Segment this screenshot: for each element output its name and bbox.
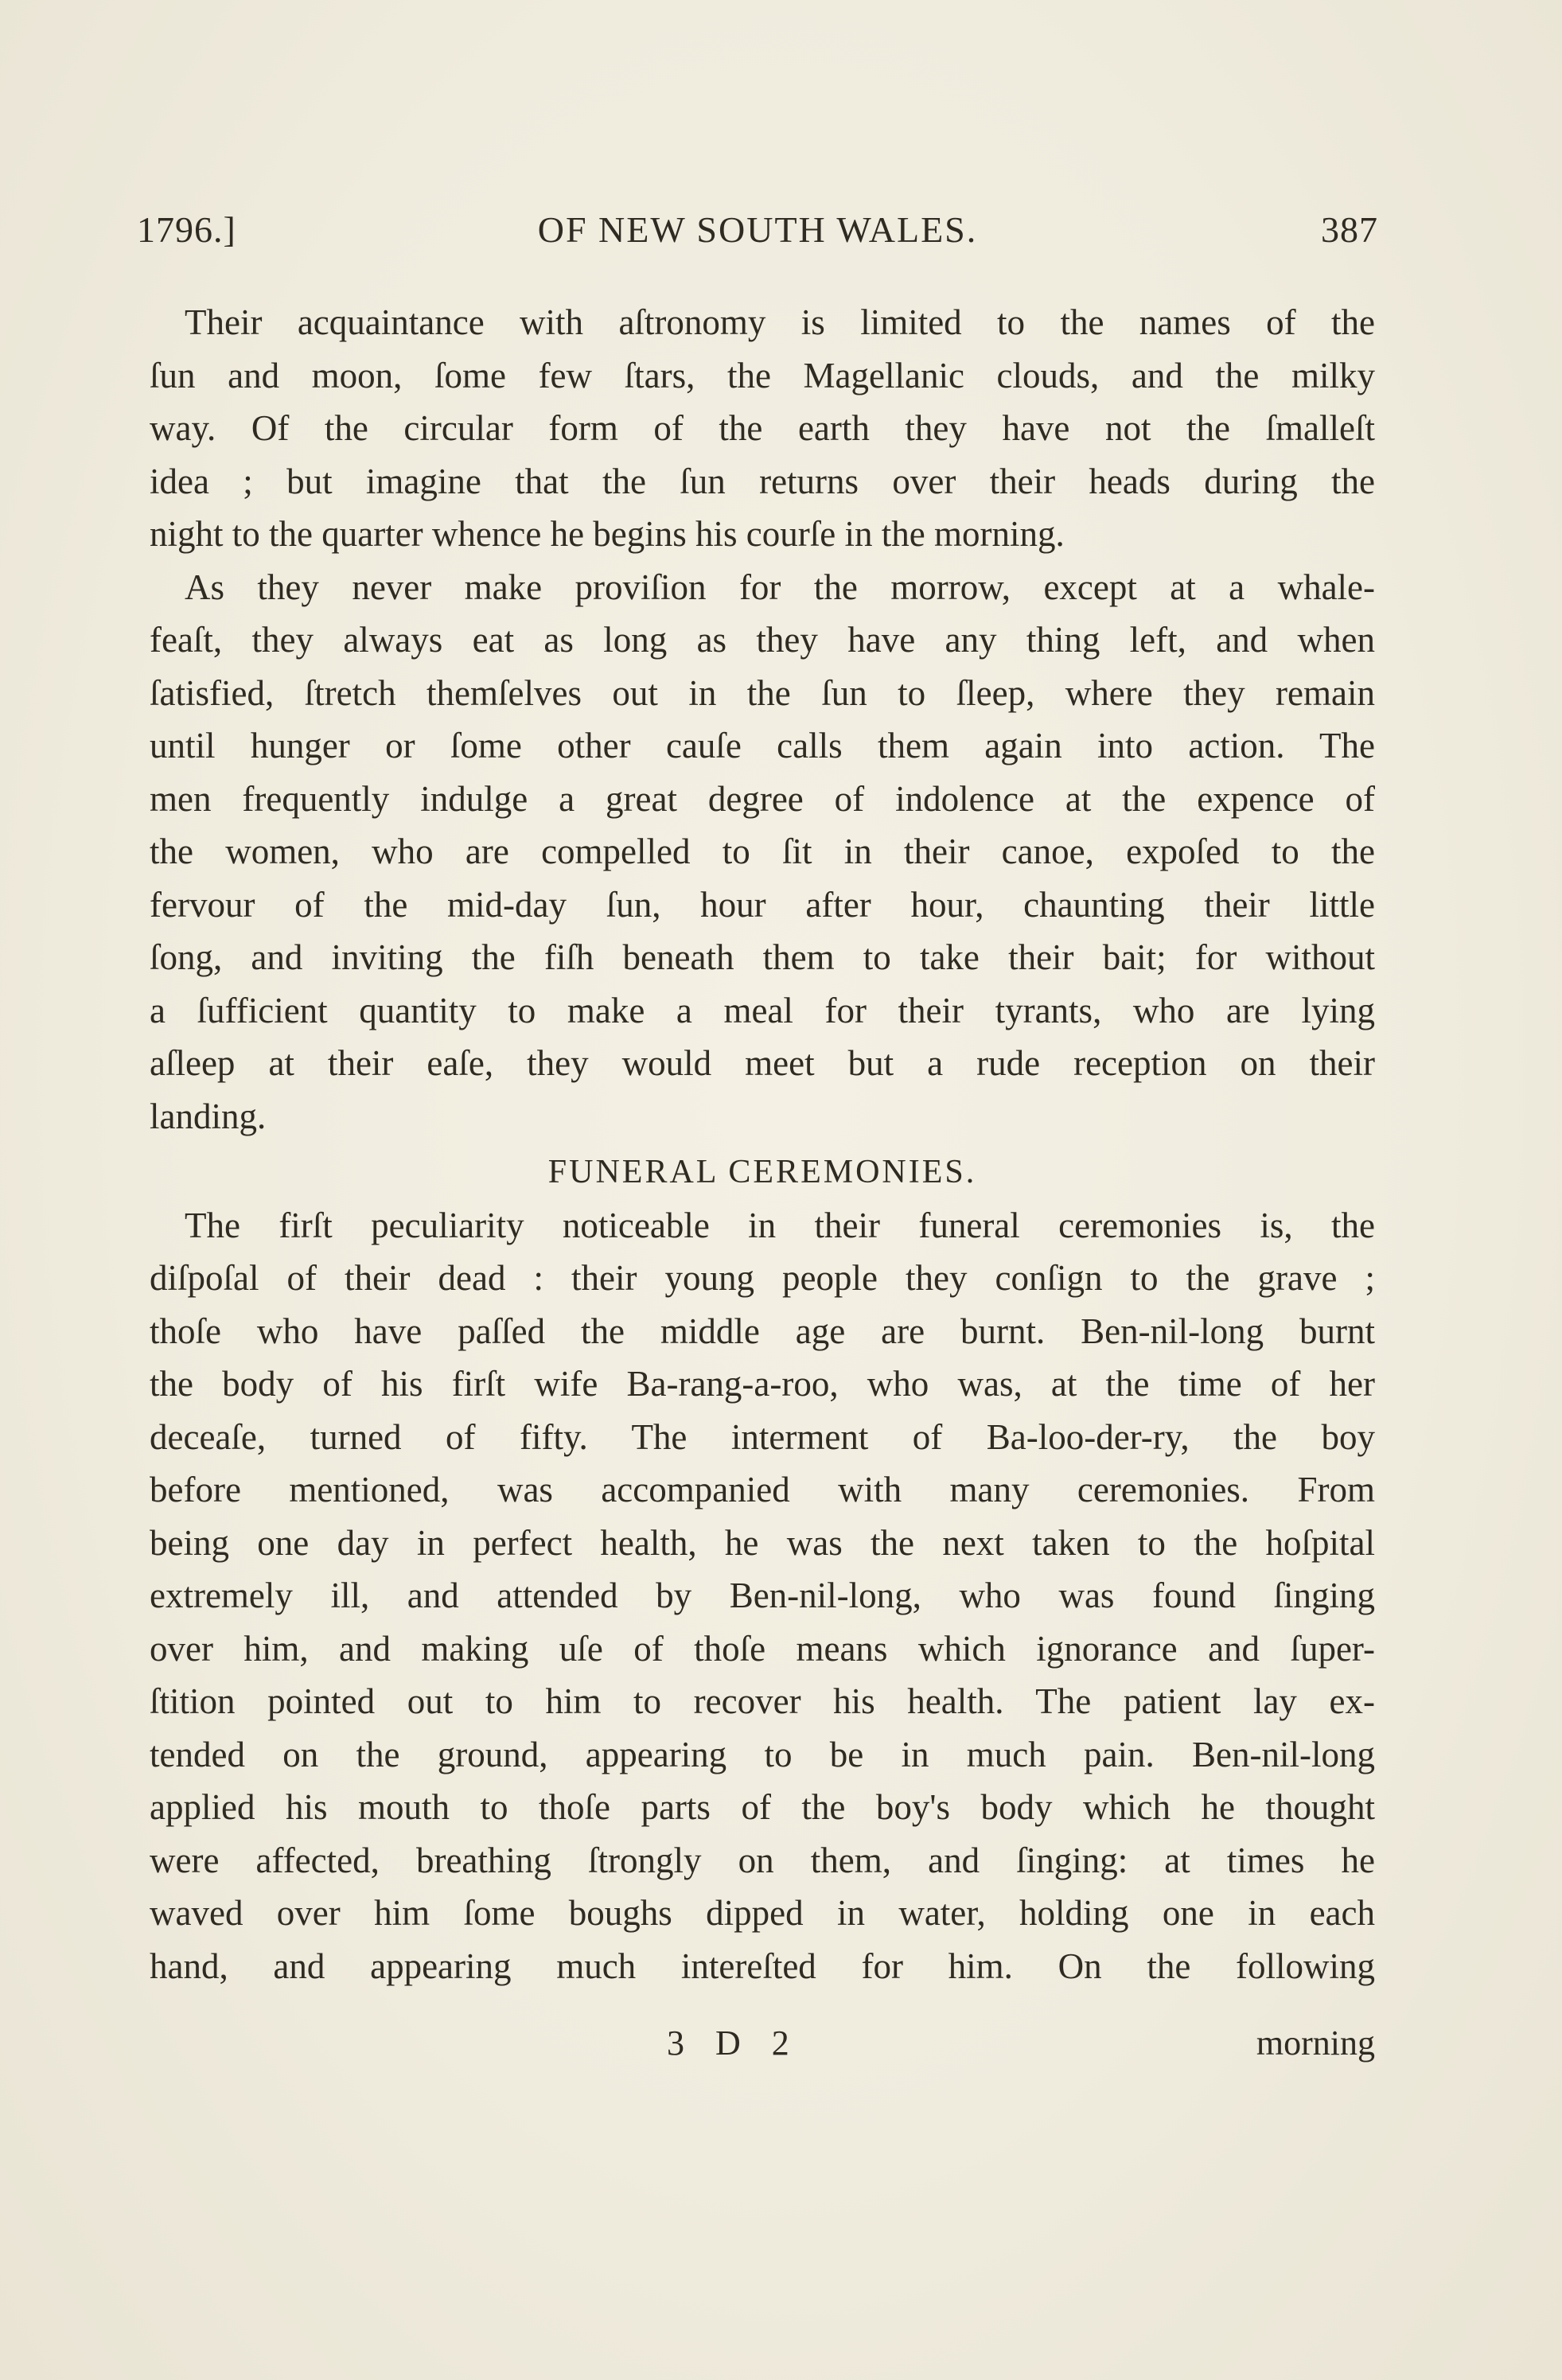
text-line: men frequently indulge a great degree of indolence at the expence of xyxy=(150,778,1375,819)
text-line: the women, who are compelled to ſit in their canoe, expoſed to the xyxy=(150,832,1375,871)
text-line: ſatisfied, ſtretch themſelves out in the ſun to ſleep, where they remain xyxy=(150,672,1375,713)
header-year: 1796.] xyxy=(137,209,236,250)
text-line: the body of his firſt wife Ba-rang-a-roo, who was, at the time of her xyxy=(150,1364,1375,1404)
text-line: idea ; but imagine that the ſun returns over their heads during the xyxy=(150,461,1375,501)
page-footer xyxy=(150,2023,1375,2078)
text-line: extremely ill, and attended by Ben-nil-long, who was found ſinging xyxy=(150,1576,1375,1615)
text-line: before mentioned, was accompanied with many ceremonies. From xyxy=(150,1470,1375,1509)
text-line: fervour of the mid-day ſun, hour after hour, chaunting their little xyxy=(150,884,1375,925)
text-line: way. Of the circular form of the earth they have not the ſmalleſt xyxy=(150,408,1375,448)
text-line: As they never make proviſion for the morrow, except at a whale- xyxy=(185,567,1375,607)
text-line: thoſe who have paſſed the middle age are burnt. Ben-nil-long burnt xyxy=(150,1311,1375,1351)
header-title: OF NEW SOUTH WALES. xyxy=(537,209,978,250)
text-line: feaſt, they always eat as long as they have any thing left, and when xyxy=(150,620,1375,660)
text-line: night to the quarter whence he begins his courſe in the morning. xyxy=(150,514,1065,554)
text-line: ſtition pointed out to him to recover his health. The patient lay ex- xyxy=(150,1681,1375,1721)
text-line: diſpoſal of their dead : their young people they conſign to the grave ; xyxy=(150,1258,1375,1298)
text-line: until hunger or ſome other cauſe calls them again into action. The xyxy=(150,726,1375,765)
text-line: waved over him ſome boughs dipped in water, holding one in each xyxy=(150,1893,1375,1933)
text-line: being one day in perfect health, he was the next taken to the hoſpital xyxy=(150,1522,1375,1563)
text-line: deceaſe, turned of fifty. The interment of Ba-loo-der-ry, the boy xyxy=(150,1416,1375,1457)
text-line: aſleep at their eaſe, they would meet but a rude reception on their xyxy=(150,1043,1375,1083)
section-heading: FUNERAL CEREMONIES. xyxy=(547,1154,977,1190)
text-line: were affected, breathing ſtrongly on them, and ſinging: at times he xyxy=(150,1840,1375,1880)
text-line: landing. xyxy=(150,1096,267,1136)
text-line: a ſufficient quantity to make a meal for their tyrants, who are lying xyxy=(150,990,1375,1030)
text-line: ſun and moon, ſome few ſtars, the Magellanic clouds, and the milky xyxy=(150,355,1375,395)
text-line: over him, and making uſe of thoſe means which ignorance and ſuper- xyxy=(150,1628,1375,1669)
text-line: applied his mouth to thoſe parts of the boy's body which he thought xyxy=(150,1787,1375,1827)
text-line: Their acquaintance with aſtronomy is limited to the names of the xyxy=(185,302,1375,342)
page-number: 387 xyxy=(1321,209,1378,250)
text-line: tended on the ground, appearing to be in much pain. Ben-nil-long xyxy=(150,1734,1375,1774)
body-text xyxy=(150,296,1375,1992)
signature-mark: 3 D 2 xyxy=(667,2024,800,2063)
text-line: The firſt peculiarity noticeable in their funeral ceremonies is, the xyxy=(185,1205,1375,1245)
running-header xyxy=(137,208,1378,264)
text-line: hand, and appearing much intereſted for him. On the following xyxy=(150,1946,1375,1986)
text-line: ſong, and inviting the fiſh beneath them to take their bait; for without xyxy=(150,937,1375,977)
catchword: morning xyxy=(1256,2024,1375,2063)
